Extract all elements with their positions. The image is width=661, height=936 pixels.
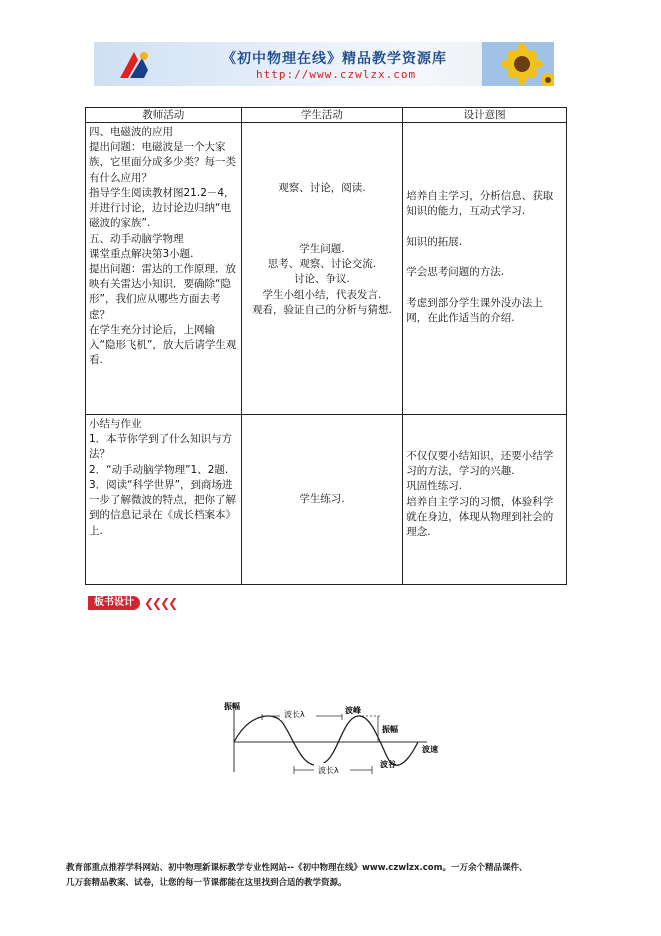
footer-line-1: 教育部重点推荐学科网站、初中物理新课标教学专业性网站--《初中物理在线》www.czwlzx.com。一万余个精品课件、	[66, 863, 528, 873]
table-header-row	[86, 108, 567, 123]
footer-line-2: 几万套精品教案、试卷，让您的每一节课都能在这里找到合适的教学资源。	[66, 878, 347, 888]
trough-label: 波谷	[380, 760, 396, 769]
site-logo-icon	[114, 48, 154, 82]
intent-cell	[403, 123, 567, 415]
header-teacher: 教师活动	[86, 108, 242, 123]
teacher-text: 小结与作业 1．本节你学到了什么知识与方法？ 2．“动手动脑学物理”1、2题. 3．阅读“科学世界”，到商场进一步了解微波的特点，把你了解到的信息记录在《成长档案本》上.	[89, 418, 236, 537]
intent-cell	[403, 415, 567, 585]
site-banner	[94, 42, 554, 86]
table-row	[86, 415, 567, 585]
amplitude-label: 振幅	[382, 725, 398, 734]
teacher-cell	[86, 415, 242, 585]
header-student: 学生活动	[241, 108, 403, 123]
board-design-label: 板书设计	[88, 596, 140, 610]
student-cell	[241, 123, 403, 415]
chevrons-left-icon: ❮❮❮❮	[144, 596, 177, 610]
teacher-cell	[86, 123, 242, 415]
table-row	[86, 123, 567, 415]
student-text: 学生练习.	[299, 492, 345, 505]
student-text: 观察、讨论，阅读. 学生问题. 思考、观察、讨论交流. 讨论、争议. 学生小组小结，代表发言. 观看，验证自己的分析与猜想.	[251, 182, 392, 316]
wave-diagram	[222, 700, 462, 782]
page-footer	[66, 861, 606, 891]
sunflower-icon	[482, 42, 554, 86]
sine-wave	[234, 716, 418, 765]
amplitude-axis-label: 振幅	[224, 702, 240, 711]
teacher-text: 四、电磁波的应用 提出问题：电磁波是一个大家族，它里面分成多少类？每一类有什么应用？ 指导学生阅读教材图21.2－4，并进行讨论，边讨论边归纳“电磁波的家族”. 五、动手动脑学物理 课堂重点解决第3小题. 提出问题：雷达的工作原理．放映有关雷达小知识．要确除“隐形”，我们应从哪些方面去考虑？ 在学生充分讨论后，上网输入“隐形飞机”，放大后请学生观看.	[89, 126, 237, 367]
banner-title: 《初中物理在线》精品教学资源库	[222, 51, 447, 67]
header-intent: 设计意图	[403, 108, 567, 123]
wave-speed-label: 波速	[422, 745, 438, 754]
intent-text: 不仅仅要小结知识，还要小结学习的方法，学习的兴趣. 巩固性练习. 培养自主学习的习惯，体验科学就在身边，体现从物理到社会的理念.	[406, 450, 554, 539]
crest-label: 波峰	[345, 706, 361, 715]
wavelength-top-label: 波长λ	[284, 710, 305, 719]
board-design-header	[88, 596, 176, 610]
banner-url[interactable]: http://www.czwlzx.com	[256, 68, 417, 81]
intent-text: 培养自主学习，分析信息、获取知识的能力，互动式学习. 知识的拓展. 学会思考问题的方法. 考虑到部分学生课外没办法上网，在此作适当的介绍.	[406, 190, 554, 324]
lesson-table	[85, 107, 567, 585]
student-cell	[241, 415, 403, 585]
wavelength-bottom-label: 波长λ	[318, 766, 339, 775]
